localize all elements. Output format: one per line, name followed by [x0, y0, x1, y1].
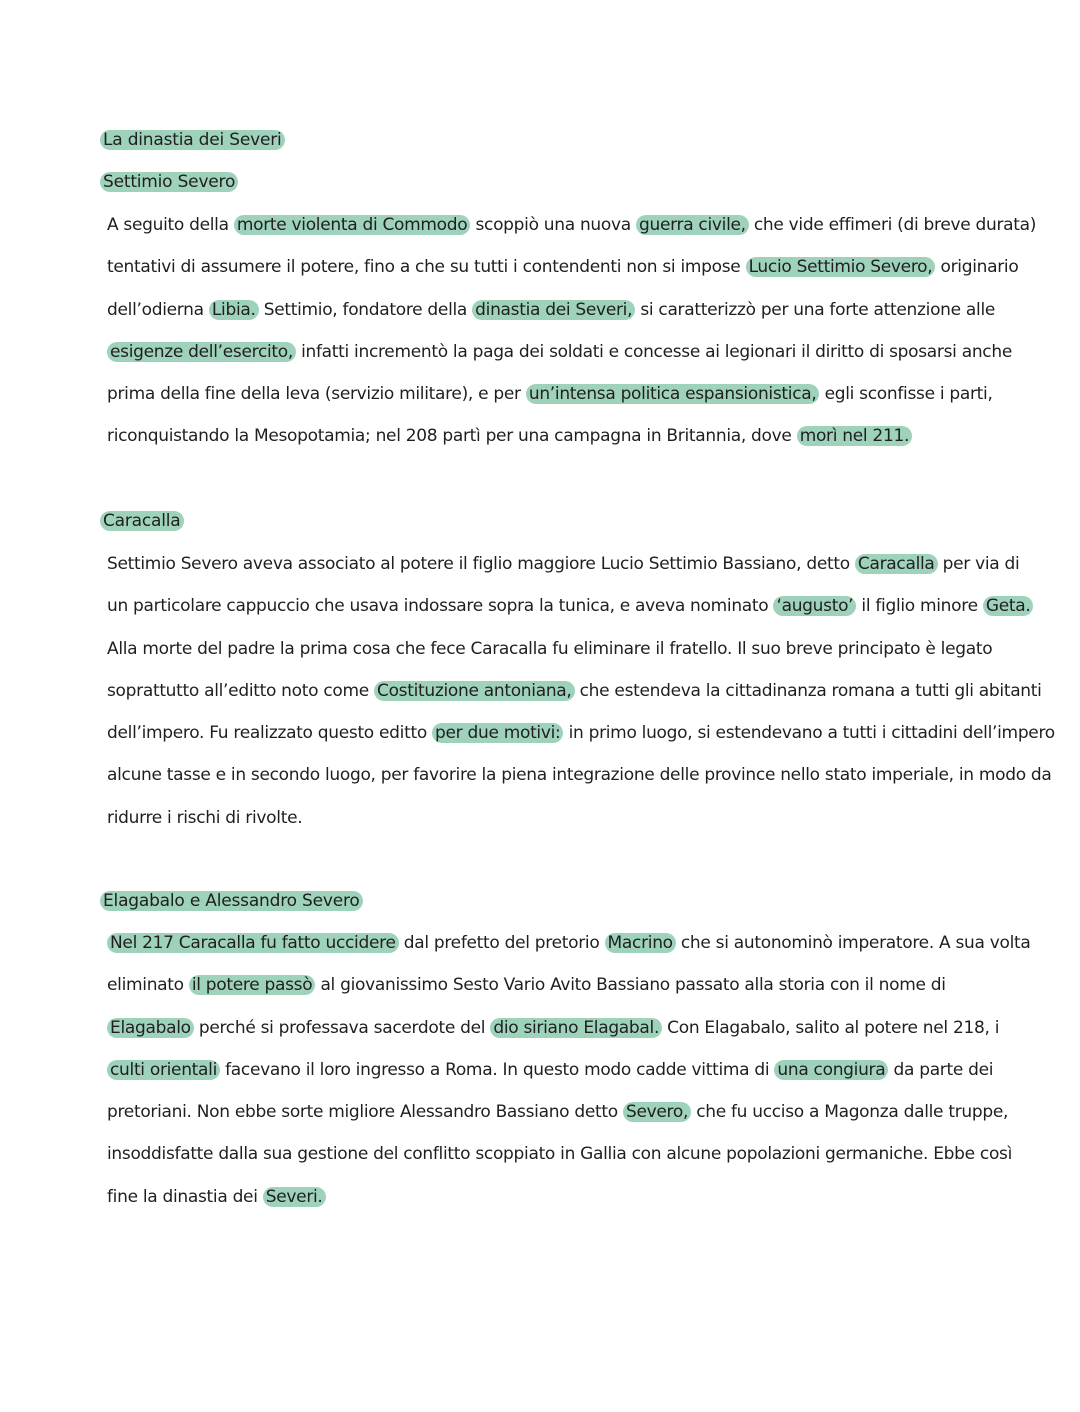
highlighted-text: Caracalla	[855, 554, 938, 574]
text-segment: originario	[940, 257, 1019, 278]
text-segment: per via di	[942, 554, 1020, 574]
text-segment: che estendeva la cittadinanza romana a tutti gli abitanti	[579, 680, 1042, 701]
text-line	[107, 764, 1052, 806]
text-line	[107, 932, 1031, 974]
text-segment: infatti incrementò la paga dei soldati e concesse ai legionari il diritto di sposarsi anche	[301, 341, 1012, 362]
text-segment: un particolare cappuccio che usava indossare sopra la tunica, e aveva nominato	[107, 596, 769, 617]
text-segment: Settimio Severo aveva associato al potere il figlio maggiore Lucio Settimio Bassiano, detto	[107, 554, 850, 574]
text-segment: eliminato	[107, 975, 184, 996]
text-line	[107, 1186, 987, 1228]
heading-settimio-severo	[100, 171, 238, 193]
title-la-dinastia-dei-severi	[100, 129, 285, 151]
text-line	[107, 680, 1042, 722]
highlighted-text: dinastia dei Severi,	[472, 300, 635, 320]
highlighted-text: guerra civile,	[636, 215, 749, 235]
text-segment: Con Elagabalo, salito al potere nel 218, i	[667, 1017, 1000, 1038]
highlighted-text: esigenze dell’esercito,	[107, 342, 296, 362]
highlighted-text: ‘augusto’	[773, 596, 856, 616]
text-segment: si caratterizzò per una forte attenzione alle	[640, 299, 996, 320]
text-line	[107, 722, 1055, 764]
text-segment: egli sconfisse i parti,	[824, 384, 993, 405]
text-segment: il figlio minore	[861, 596, 978, 617]
text-segment: riconquistando la Mesopotamia; nel 208 partì per una campagna in Britannia, dove	[107, 426, 792, 447]
highlighted-text: Macrino	[605, 933, 676, 953]
text-segment: dell’impero. Fu realizzato questo editto	[107, 723, 427, 744]
text-segment: Alla morte del padre la prima cosa che fece Caracalla fu eliminare il fratello. Il suo breve principato è legato	[107, 638, 993, 659]
heading-elagabalo-alessandro-severo	[100, 890, 363, 912]
text-line	[107, 974, 987, 1016]
text-segment: tentativi di assumere il potere, fino a che su tutti i contendenti non si impose	[107, 257, 741, 278]
text-segment: pretoriani. Non ebbe sorte migliore Alessandro Bassiano detto	[107, 1102, 618, 1123]
text-segment: scoppiò una nuova	[475, 215, 631, 235]
text-segment: perché si professava sacerdote del	[198, 1017, 486, 1038]
text-segment: A seguito della	[107, 215, 229, 235]
text-segment: alcune tasse e in secondo luogo, per favorire la piena integrazione delle province nello stato imperiale, in modo da	[107, 765, 1052, 786]
highlighted-text: morte violenta di Commodo	[234, 215, 471, 235]
text-line	[107, 1059, 994, 1101]
highlighted-text: Elagabalo	[107, 1018, 194, 1038]
text-segment: insoddisfatte dalla sua gestione del conflitto scoppiato in Gallia con alcune popolazioni germaniche. Ebbe così	[107, 1144, 1013, 1165]
text-segment: in primo luogo, si estendevano a tutti i cittadini dell’impero	[568, 723, 1055, 744]
highlighted-text: culti orientali	[107, 1060, 220, 1080]
highlighted-text: Libia.	[209, 300, 259, 320]
text-line	[107, 299, 996, 341]
text-line	[107, 341, 1012, 383]
highlighted-text: una congiura	[774, 1060, 888, 1080]
highlighted-text: Costituzione antoniana,	[374, 681, 575, 701]
text-line	[107, 1017, 1000, 1059]
text-segment: dell’odierna	[107, 299, 204, 320]
heading-highlight: Settimio Severo	[100, 172, 238, 192]
text-segment: al giovanissimo Sesto Vario Avito Bassiano passato alla storia con il nome di	[320, 975, 946, 996]
paragraph-elagabalo-alessandro-severo	[107, 932, 1031, 1228]
text-line	[107, 1143, 1013, 1185]
paragraph-settimio-severo	[107, 214, 1037, 468]
highlighted-text: per due motivi:	[432, 723, 563, 743]
text-line	[107, 214, 1037, 256]
heading-highlight: Caracalla	[100, 511, 184, 531]
text-segment: ridurre i rischi di rivolte.	[107, 807, 303, 828]
text-segment: che vide effimeri (di breve durata)	[753, 215, 1037, 235]
heading-caracalla	[100, 510, 184, 532]
highlighted-text: Geta.	[983, 596, 1034, 616]
highlighted-text: Nel 217 Caracalla fu fatto uccidere	[107, 933, 399, 953]
heading-highlight: Elagabalo e Alessandro Severo	[100, 891, 363, 911]
text-segment: prima della fine della leva (servizio militare), e per	[107, 384, 521, 405]
text-segment: Settimio, fondatore della	[263, 299, 468, 320]
highlighted-text: dio siriano Elagabal.	[490, 1018, 662, 1038]
highlighted-text: un’intensa politica espansionistica,	[526, 384, 820, 404]
text-segment: facevano il loro ingresso a Roma. In questo modo cadde vittima di	[225, 1059, 770, 1080]
text-line	[107, 807, 987, 849]
text-segment: da parte dei	[893, 1059, 994, 1080]
text-line	[107, 256, 1019, 298]
highlighted-text: Severo,	[623, 1102, 691, 1122]
highlighted-text: Severi.	[263, 1187, 326, 1207]
highlighted-text: il potere passò	[189, 975, 315, 995]
text-segment: che fu ucciso a Magonza dalle truppe,	[696, 1102, 1009, 1123]
text-line	[107, 638, 993, 680]
text-line	[107, 425, 987, 467]
text-line	[107, 1101, 1009, 1143]
title-highlight: La dinastia dei Severi	[100, 130, 285, 150]
text-segment: dal prefetto del pretorio	[403, 933, 600, 953]
paragraph-caracalla	[107, 553, 1055, 849]
text-segment: che si autonominò imperatore. A sua volta	[680, 933, 1031, 953]
highlighted-text: morì nel 211.	[797, 426, 912, 446]
text-segment: soprattutto all’editto noto come	[107, 680, 369, 701]
text-line	[107, 383, 993, 425]
text-line	[107, 595, 1031, 637]
highlighted-text: Lucio Settimio Severo,	[746, 257, 936, 277]
text-line	[107, 553, 1020, 595]
text-segment: fine la dinastia dei	[107, 1186, 258, 1207]
